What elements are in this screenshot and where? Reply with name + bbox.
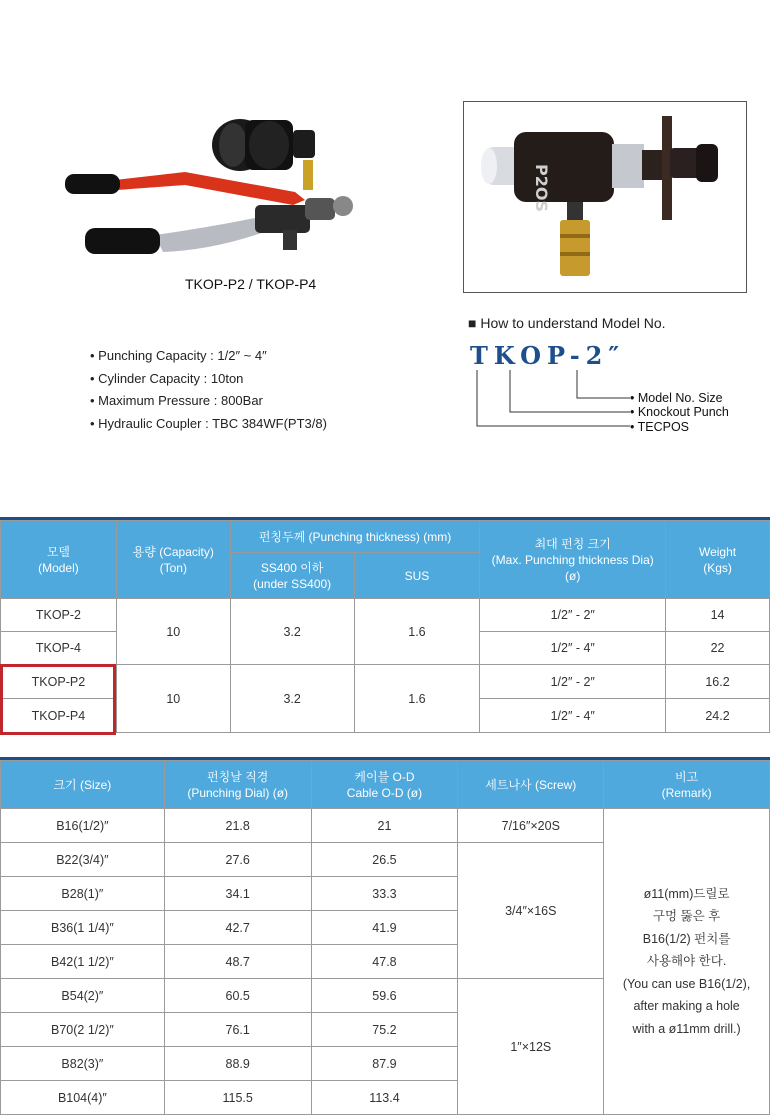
cell-max-dia: 1/2″ - 4″	[480, 632, 666, 665]
cell-cable: 41.9	[311, 911, 458, 945]
cylinder-image-frame	[463, 101, 747, 293]
punch-size-table	[0, 760, 770, 1115]
header-model: 모델 (Model)	[1, 521, 117, 599]
cell-model: TKOP-2	[1, 599, 117, 632]
header-capacity: 용량 (Capacity) (Ton)	[116, 521, 230, 599]
cell-ss400: 3.2	[230, 599, 354, 665]
product-caption: TKOP-P2 / TKOP-P4	[185, 276, 317, 292]
header-punching-dial: 펀칭날 직경 (Punching Dial) (ø)	[164, 761, 311, 809]
svg-text:P2OS: P2OS	[532, 164, 551, 212]
cell-cable: 87.9	[311, 1047, 458, 1081]
cell-dial: 34.1	[164, 877, 311, 911]
cell-sus: 1.6	[354, 599, 480, 665]
cell-size: B54(2)″	[1, 979, 165, 1013]
header-weight: Weight (Kgs)	[666, 521, 770, 599]
cell-max-dia: 1/2″ - 2″	[480, 665, 666, 699]
cell-size: B104(4)″	[1, 1081, 165, 1115]
cell-dial: 76.1	[164, 1013, 311, 1047]
cell-sus: 1.6	[354, 665, 480, 733]
spec-list	[90, 345, 327, 435]
cell-screw: 7/16″×20S	[458, 809, 604, 843]
cell-max-dia: 1/2″ - 4″	[480, 699, 666, 733]
header-max-dia: 최대 펀칭 크기 (Max. Punching thickness Dia) (ø)	[480, 521, 666, 599]
cell-model: TKOP-4	[1, 632, 117, 665]
cell-dial: 42.7	[164, 911, 311, 945]
cell-ss400: 3.2	[230, 665, 354, 733]
cell-dial: 60.5	[164, 979, 311, 1013]
cell-remark: ø11(mm)드릴로 구멍 뚫은 후 B16(1/2) 펀치를 사용해야 한다. (You can use B16(1/2), after making a hole with a ø11mm drill.)	[604, 809, 770, 1115]
header-screw: 세트나사 (Screw)	[458, 761, 604, 809]
punch-cylinder-image	[464, 102, 746, 292]
label-tecpos: • TECPOS	[630, 420, 690, 434]
spec-cylinder-capacity: • Cylinder Capacity : 10ton	[90, 370, 244, 386]
header-punching-thickness: 펀칭두께 (Punching thickness) (mm)	[230, 521, 480, 553]
cell-dial: 48.7	[164, 945, 311, 979]
cell-capacity: 10	[116, 665, 230, 733]
cell-screw: 3/4″×16S	[458, 843, 604, 979]
cell-model: TKOP-P2	[1, 665, 117, 699]
label-model-size: • Model No. Size	[630, 391, 723, 405]
cell-dial: 21.8	[164, 809, 311, 843]
header-remark: 비고 (Remark)	[604, 761, 770, 809]
cell-weight: 16.2	[666, 665, 770, 699]
cell-cable: 26.5	[311, 843, 458, 877]
cell-cable: 75.2	[311, 1013, 458, 1047]
cell-dial: 115.5	[164, 1081, 311, 1115]
spec-hydraulic-coupler: • Hydraulic Coupler : TBC 384WF(PT3/8)	[90, 415, 327, 431]
cell-capacity: 10	[116, 599, 230, 665]
table-row	[1, 599, 770, 632]
cell-cable: 47.8	[311, 945, 458, 979]
cell-model: TKOP-P4	[1, 699, 117, 733]
cell-dial: 27.6	[164, 843, 311, 877]
cell-cable: 113.4	[311, 1081, 458, 1115]
cell-cable: 21	[311, 809, 458, 843]
header-ss400: SS400 이하 (under SS400)	[230, 553, 354, 599]
cell-size: B36(1 1/4)″	[1, 911, 165, 945]
cell-size: B28(1)″	[1, 877, 165, 911]
header-cable-od: 케이블 O-D Cable O-D (ø)	[311, 761, 458, 809]
hydraulic-punch-tool-image	[55, 110, 365, 270]
cell-max-dia: 1/2″ - 2″	[480, 599, 666, 632]
cell-size: B22(3/4)″	[1, 843, 165, 877]
cell-cable: 59.6	[311, 979, 458, 1013]
header-sus: SUS	[354, 553, 480, 599]
cell-screw: 1″×12S	[458, 979, 604, 1115]
label-knockout-punch: • Knockout Punch	[630, 405, 729, 419]
cell-weight: 24.2	[666, 699, 770, 733]
model-code-example: TKOP-2″	[470, 341, 626, 370]
cell-cable: 33.3	[311, 877, 458, 911]
table-row	[1, 809, 770, 843]
highlight-box	[0, 664, 116, 735]
cell-size: B82(3)″	[1, 1047, 165, 1081]
spec-punching-capacity: • Punching Capacity : 1/2″ ~ 4″	[90, 348, 267, 363]
cell-dial: 88.9	[164, 1047, 311, 1081]
cell-weight: 14	[666, 599, 770, 632]
header-size: 크기 (Size)	[1, 761, 165, 809]
cell-size: B42(1 1/2)″	[1, 945, 165, 979]
cell-size: B70(2 1/2)″	[1, 1013, 165, 1047]
cell-size: B16(1/2)″	[1, 809, 165, 843]
cell-weight: 22	[666, 632, 770, 665]
spec-maximum-pressure: • Maximum Pressure : 800Bar	[90, 393, 263, 408]
model-guide-heading: ■ How to understand Model No.	[468, 315, 666, 331]
